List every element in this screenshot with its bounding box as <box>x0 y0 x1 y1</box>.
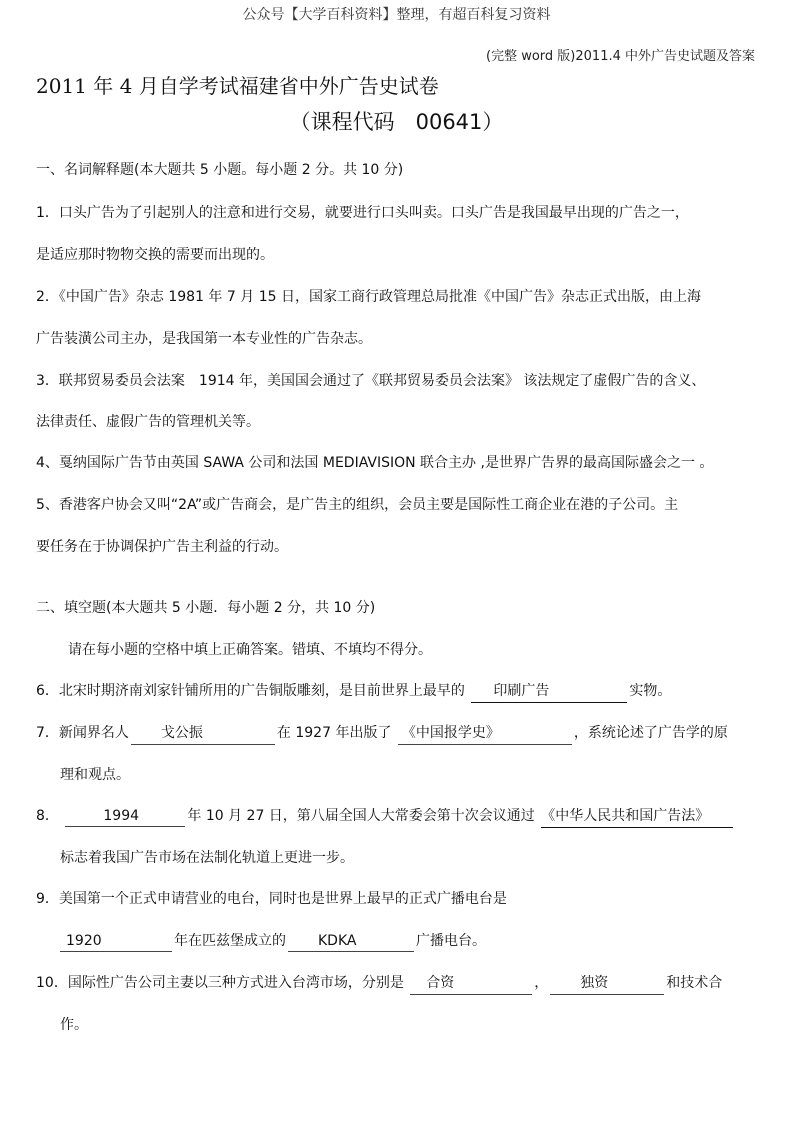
term-2-line2: 广告装潢公司主办，是我国第一本专业性的广告杂志。 <box>36 331 372 347</box>
term-3-line2: 法律责任、虚假广告的管理机关等。 <box>36 414 260 430</box>
q8-text-mid: 年 10 月 27 日，第八届全国人大常委会第十次会议通过 <box>187 808 535 824</box>
watermark: 公众号【大学百科资料】整理，有超百科复习资料 <box>242 7 551 23</box>
q7-text: 7．新闻界名人 <box>36 725 129 741</box>
q8-text: 8． <box>36 808 59 824</box>
q10-answer-blank-1: 合资 <box>410 972 532 995</box>
header-doc-name: (完整 word 版)2011.4 中外广告史试题及答案 <box>486 49 755 64</box>
section2-heading: 二、填空题(本大题共 5 小题．每小题 2 分，共 10 分) <box>36 600 376 616</box>
q6-text: 6．北宋时期济南刘家针铺所用的广告铜版雕刻，是目前世界上最早的 <box>36 683 465 699</box>
term-5-line1: 5、香港客户协会又叫“2A”或广告商会，是广告主的组织，会员主要是国际性工商企业在港的子公司。主 <box>36 497 679 513</box>
section1-heading: 一、名词解释题(本大题共 5 小题。每小题 2 分。共 10 分) <box>36 162 404 178</box>
q7-text-end: ，系统论述了广告学的原 <box>573 725 728 741</box>
section2-instruction: 请在每小题的空格中填上正确答案。错填、不填均不得分。 <box>68 642 432 658</box>
term-5-line2: 要任务在于协调保护广告主利益的行动。 <box>36 539 288 555</box>
q8-answer-blank-2: 《中华人民共和国广告法》 <box>541 805 733 828</box>
term-3-line1: 3．联邦贸易委员会法案 1914 年，美国国会通过了《联邦贸易委员会法案》 该法规定了虚假广告的含义、 <box>36 373 706 389</box>
term-4-line1: 4、戛纳国际广告节由英国 SAWA 公司和法国 MEDIAVISION 联合主办 ,是世界广告界的最高国际盛会之一 。 <box>36 455 714 471</box>
question-9-line1: 9．美国第一个正式申请营业的电台，同时也是世界上最早的正式广播电台是 <box>36 891 507 907</box>
question-8-line2: 标志着我国广告市场在法制化轨道上更进一步。 <box>60 850 354 866</box>
question-6 <box>36 680 671 703</box>
question-10-line2: 作。 <box>60 1017 88 1033</box>
question-8 <box>36 805 735 828</box>
document-title: 2011 年 4 月自学考试福建省中外广告史试卷 <box>36 74 439 98</box>
q7-answer-blank-2: 《中国报学史》 <box>398 722 572 745</box>
q10-text-end: 和技术合 <box>666 975 723 991</box>
term-1-line1: 1．口头广告为了引起别人的注意和进行交易，就要进行口头叫卖。口头广告是我国最早出现的广告之一， <box>36 205 689 221</box>
q10-separator: ， <box>534 975 549 991</box>
q8-answer-blank-1: 1994 <box>65 808 185 827</box>
q9-text-end: 广播电台。 <box>416 933 486 949</box>
q6-text-end: 实物。 <box>629 683 672 699</box>
question-7 <box>36 722 728 745</box>
course-code-subtitle: （课程代码 00641） <box>289 110 504 134</box>
q6-answer-blank: 印刷广告 <box>471 680 627 703</box>
term-1-line2: 是适应那时物物交换的需要而出现的。 <box>36 247 274 263</box>
question-9-line2 <box>60 930 486 952</box>
q9-text-mid: 年在匹兹堡成立的 <box>174 933 286 949</box>
question-10 <box>36 972 722 995</box>
question-7-line2: 理和观点。 <box>60 767 130 783</box>
term-2-line1: 2．《中国广告》杂志 1981 年 7 月 15 日，国家工商行政管理总局批准《中国广告》杂志正式出版，由上海 <box>36 289 701 305</box>
q10-text: 10．国际性广告公司主妻以三种方式进入台湾市场，分别是 <box>36 975 404 991</box>
q7-text-mid: 在 1927 年出版了 <box>276 725 392 741</box>
q10-answer-blank-2: 独资 <box>550 972 664 995</box>
q9-answer-blank-2: KDKA <box>288 933 414 952</box>
q7-answer-blank-1: 戈公振 <box>131 722 275 745</box>
q9-answer-blank-1: 1920 <box>60 933 172 952</box>
